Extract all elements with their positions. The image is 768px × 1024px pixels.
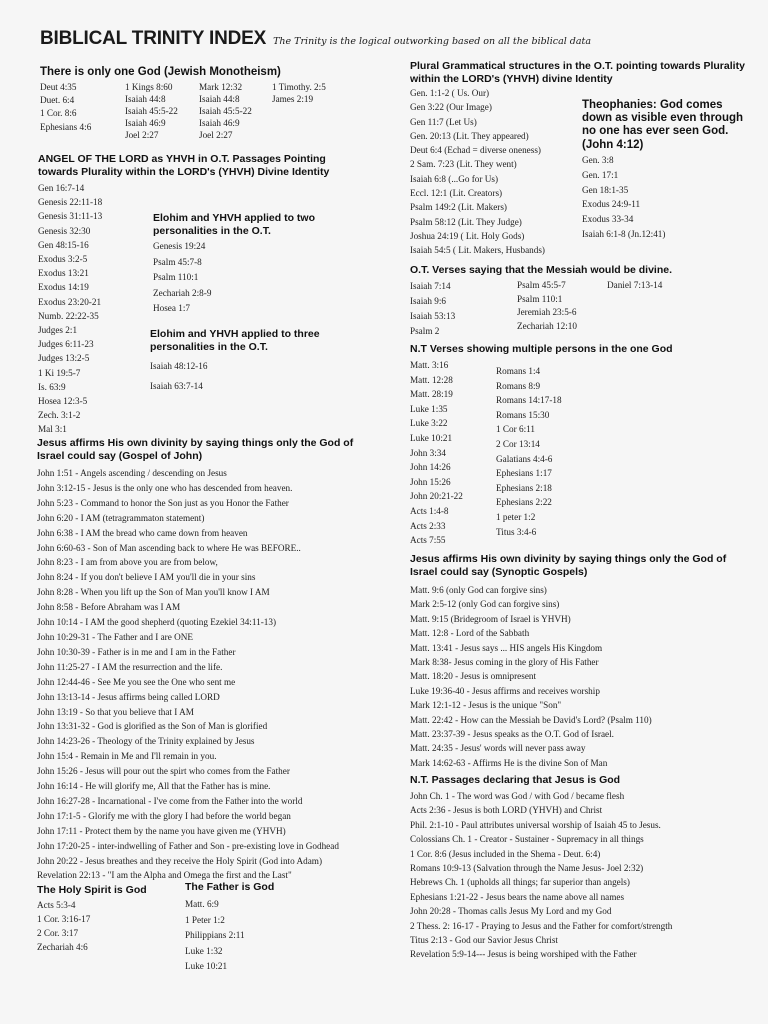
reference-item: Galatians 4:4-6 [496, 453, 553, 464]
father-list [185, 897, 245, 975]
elohim-two-heading: Elohim and YHVH applied to two personalities in the O.T. [153, 212, 315, 237]
reference-item: Acts 5:3-4 [37, 900, 76, 910]
reference-item: Zech. 3:1-2 [38, 410, 81, 421]
reference-item: John 17:20-25 - inter-indwelling of Father and Son - pre-existing love in Godhead [37, 840, 339, 851]
reference-item: Isaiah 53:13 [410, 311, 456, 321]
reference-item: Isaiah 46:9 [125, 118, 166, 128]
reference-item: Mark 12:32 [199, 82, 243, 92]
reference-item: 1 Cor. 8:6 [40, 108, 77, 119]
nt-passages-list [410, 789, 672, 962]
reference-item: Exodus 14:19 [38, 282, 89, 293]
nt-multiple-heading: N.T Verses showing multiple persons in the one God [410, 343, 673, 355]
reference-item: Gen. 20:13 (Lit. They appeared) [410, 130, 529, 141]
reference-item: Zechariah 2:8-9 [153, 287, 212, 298]
reference-item: Mal 3:1 [38, 424, 67, 435]
reference-item: Psalm 2 [410, 326, 440, 336]
reference-item: Exodus 13:21 [38, 268, 89, 279]
reference-item: John 16:14 - He will glorify me, All that the Father has is mine. [37, 781, 271, 792]
reference-item: Colossians Ch. 1 - Creator - Sustainer - Supremacy in all things [410, 834, 644, 845]
one-god-heading: There is only one God (Jewish Monotheism) [40, 66, 281, 78]
reference-item: Matt. 9:15 (Bridegroom of Israel is YHVH) [410, 613, 571, 624]
reference-item: Deut 4:35 [40, 82, 77, 92]
reference-item: John 14:26 [410, 462, 451, 473]
reference-item: Acts 1:4-8 [410, 505, 449, 516]
reference-item: Psalm 58:12 (Lit. They Judge) [410, 216, 522, 227]
theophanies-list [582, 153, 665, 242]
reference-item: Judges 13:2-5 [38, 353, 90, 364]
reference-item: Gen 48:15-16 [38, 239, 89, 250]
reference-item: 2 Thess. 2: 16-17 - Praying to Jesus and the Father for comfort/strength [410, 920, 673, 931]
reference-item: Romans 8:9 [496, 380, 541, 391]
reference-item: John 15:26 - Jesus will pour out the spirt who comes from the Father [37, 766, 290, 777]
reference-item: John 13:19 - So that you believe that I AM [37, 706, 194, 717]
reference-item: Matt. 24:35 - Jesus' words will never pass away [410, 743, 586, 754]
reference-item: Isaiah 46:9 [199, 118, 240, 128]
reference-item: 1 Cor. 8:6 (Jesus included in the Shema - Deut. 6:4) [410, 848, 601, 859]
reference-item: John Ch. 1 - The word was God / with God / became flesh [410, 791, 625, 801]
reference-item: Isaiah 6:8 (...Go for Us) [410, 173, 499, 184]
reference-item: Exodus 33-34 [582, 214, 634, 225]
reference-item: Gen 16:7-14 [38, 183, 85, 193]
reference-item: Eccl. 12:1 (Lit. Creators) [410, 188, 503, 199]
reference-item: Ephesians 1:17 [496, 468, 552, 479]
reference-item: Phil. 2:1-10 - Paul attributes universal worship of Isaiah 45 to Jesus. [410, 819, 661, 830]
reference-item: Jeremiah 23:5-6 [517, 307, 577, 318]
reference-item: John 15:26 [410, 476, 451, 487]
reference-item: Joel 2:27 [125, 130, 159, 140]
reference-item: Mark 2:5-12 (only God can forgive sins) [410, 599, 560, 610]
reference-item: Matt. 6:9 [185, 899, 219, 909]
reference-item: Matt. 23:37-39 - Jesus speaks as the O.T. God of Israel. [410, 729, 614, 740]
reference-item: Psalm 45:7-8 [153, 256, 202, 267]
reference-item: John 17:11 - Protect them by the name you have given me (YHVH) [37, 825, 286, 836]
reference-item: Romans 10:9-13 (Salvation through the Name Jesus- Joel 2:32) [410, 863, 644, 874]
reference-item: 1 Peter 1:2 [185, 914, 225, 925]
reference-item: John 16:27-28 - Incarnational - I've come from the Father into the world [37, 795, 303, 806]
messiah-list-1 [410, 279, 455, 339]
reference-item: Isaiah 44:8 [199, 94, 240, 104]
reference-item: Isaiah 45:5-22 [199, 106, 252, 116]
messiah-heading: O.T. Verses saying that the Messiah would be divine. [410, 264, 672, 276]
reference-item: John 6:20 - I AM (tetragrammaton statement) [37, 512, 205, 523]
reference-item: John 15:4 - Remain in Me and I'll remain in you. [37, 751, 217, 762]
reference-item: John 1:51 - Angels ascending / descending on Jesus [37, 468, 227, 478]
reference-item: Joshua 24:19 ( Lit. Holy Gods) [410, 230, 525, 241]
reference-item: Mark 8:38- Jesus coming in the glory of His Father [410, 657, 599, 668]
reference-item: Luke 1:35 [410, 403, 448, 414]
reference-item: Isaiah 63:7-14 [150, 381, 203, 391]
messiah-list-2 [517, 279, 577, 334]
elohim-three-list [150, 356, 207, 396]
reference-item: John 20:28 - Thomas calls Jesus My Lord and my God [410, 906, 612, 917]
reference-item: John 10:14 - I AM the good shepherd (quoting Ezekiel 34:11-13) [37, 617, 277, 628]
plural-list [410, 86, 545, 258]
reference-item: Exodus 24:9-11 [582, 199, 641, 210]
one-god-list-3 [199, 81, 252, 141]
reference-item: John 13:13-14 - Jesus affirms being called LORD [37, 691, 220, 702]
reference-item: Gen 3:22 (Our Image) [410, 102, 492, 113]
angel-list [38, 181, 102, 437]
reference-item: Revelation 5:9-14--- Jesus is being worshiped with the Father [410, 949, 637, 960]
reference-item: Hosea 1:7 [153, 303, 190, 313]
reference-item: Isaiah 6:1-8 (Jn.12:41) [582, 228, 666, 239]
reference-item: Luke 1:32 [185, 945, 223, 956]
reference-item: Judges 6:11-23 [38, 339, 94, 350]
reference-item: Psalm 110:1 [517, 293, 563, 304]
reference-item: Titus 2:13 - God our Savior Jesus Christ [410, 935, 558, 946]
reference-item: Genesis 22:11-18 [38, 197, 103, 208]
messiah-list-3 [607, 279, 662, 293]
one-god-list-1 [40, 81, 91, 134]
reference-item: Psalm 149:2 (Lit. Makers) [410, 202, 507, 213]
reference-item: Psalm 110:1 [153, 272, 199, 282]
reference-item: Hebrews Ch. 1 (upholds all things; far superior than angels) [410, 877, 630, 888]
reference-item: Isaiah 9:6 [410, 296, 446, 306]
page-title: BIBLICAL TRINITY INDEX [40, 28, 267, 49]
reference-item: John 8:28 - When you lift up the Son of Man you'll know I AM [37, 587, 270, 598]
reference-item: Isaiah 54:5 ( Lit. Makers, Husbands) [410, 245, 545, 256]
reference-item: Is. 63:9 [38, 381, 66, 392]
reference-item: John 8:58 - Before Abraham was I AM [37, 602, 181, 613]
reference-item: 1 Ki 19:5-7 [38, 367, 81, 378]
reference-item: John 17:1-5 - Glorify me with the glory I had before the world began [37, 810, 291, 821]
reference-item: Gen 18:1-35 [582, 184, 629, 195]
reference-item: Ephesians 2:22 [496, 497, 552, 508]
reference-item: Isaiah 44:8 [125, 94, 166, 104]
reference-item: John 8:24 - If you don't believe I AM you'll die in your sins [37, 572, 256, 583]
reference-item: Luke 10:21 [185, 961, 228, 971]
reference-item: Genesis 32:30 [38, 225, 91, 236]
one-god-list-2 [125, 81, 178, 141]
reference-item: John 3:12-15 - Jesus is the only one who has descended from heaven. [37, 482, 293, 493]
reference-item: Matt. 13:41 - Jesus says ... HIS angels His Kingdom [410, 642, 603, 653]
reference-item: John 10:30-39 - Father is in me and I am in the Father [37, 646, 236, 657]
reference-item: John 20:21-22 [410, 491, 463, 502]
reference-item: John 6:38 - I AM the bread who came down from heaven [37, 527, 248, 538]
plural-heading: Plural Grammatical structures in the O.T. pointing towards Plurality within the LORD's (YHVH) divine Identity [410, 60, 745, 85]
reference-item: Joel 2:27 [199, 130, 233, 140]
page-title-block [40, 28, 591, 50]
reference-item: Exodus 23:20-21 [38, 296, 102, 307]
reference-item: Acts 2:36 - Jesus is both LORD (YHVH) and Christ [410, 805, 603, 816]
nt-multiple-list-2 [496, 364, 562, 539]
reference-item: Zechariah 12:10 [517, 321, 577, 332]
reference-item: John 3:34 [410, 447, 446, 458]
angel-heading: ANGEL OF THE LORD as YHVH in O.T. Passages Pointing towards Plurality within the LORD's (YHVH) Divine Identity [38, 153, 330, 178]
nt-multiple-list-1 [410, 358, 463, 548]
reference-item: Genesis 19:24 [153, 241, 206, 251]
reference-item: Ephesians 1:21-22 - Jesus bears the name above all names [410, 891, 625, 902]
reference-item: Titus 3:4-6 [496, 526, 537, 537]
reference-item: John 8:23 - I am from above you are from below, [37, 557, 218, 568]
reference-item: John 10:29-31 - The Father and I are ONE [37, 631, 193, 642]
reference-item: Duet. 6:4 [40, 95, 75, 106]
theophanies-heading: Theophanies: God comes down as visible even through no one has ever seen God. (John 4:12) [582, 99, 744, 151]
page-subtitle: The Trinity is the logical outworking based on all the biblical data [273, 36, 592, 47]
reference-item: Gen 11:7 (Let Us) [410, 116, 477, 127]
reference-item: 1 peter 1:2 [496, 511, 536, 522]
reference-item: Psalm 45:5-7 [517, 280, 566, 290]
elohim-two-list [153, 239, 211, 317]
reference-item: Zechariah 4:6 [37, 942, 88, 952]
reference-item: Gen. 1:1-2 ( Us. Our) [410, 88, 490, 98]
reference-item: Exodus 3:2-5 [38, 254, 88, 265]
reference-item: Acts 2:33 [410, 520, 446, 531]
reference-item: Isaiah 7:14 [410, 281, 451, 291]
reference-item: Matt. 18:20 - Jesus is omnipresent [410, 671, 537, 682]
reference-item: Matt. 9:6 (only God can forgive sins) [410, 585, 547, 595]
reference-item: Matt. 12:8 - Lord of the Sabbath [410, 628, 530, 639]
reference-item: Matt. 22:42 - How can the Messiah be David's Lord? (Psalm 110) [410, 714, 652, 725]
reference-item: Hosea 12:3-5 [38, 396, 88, 407]
father-heading: The Father is God [185, 881, 275, 893]
reference-item: 2 Cor 13:14 [496, 438, 540, 449]
reference-item: Acts 7:55 [410, 535, 446, 546]
reference-item: 2 Cor. 3:17 [37, 928, 79, 938]
reference-item: Genesis 31:11-13 [38, 211, 103, 222]
reference-item: Ephesians 4:6 [40, 121, 92, 132]
synoptic-list [410, 583, 652, 770]
reference-item: Mark 14:62-63 - Affirms He is the divine Son of Man [410, 757, 608, 768]
reference-item: Luke 19:36-40 - Jesus affirms and receives worship [410, 685, 600, 696]
one-god-list-4 [272, 81, 326, 105]
reference-item: John 20:22 - Jesus breathes and they receive the Holy Spirit (God into Adam) [37, 855, 323, 866]
reference-item: Isaiah 45:5-22 [125, 106, 178, 116]
reference-item: 1 Kings 8:60 [125, 82, 173, 92]
reference-item: Judges 2:1 [38, 325, 78, 336]
holy-spirit-list [37, 898, 90, 954]
reference-item: Ephesians 2:18 [496, 482, 552, 493]
reference-item: Isaiah 48:12-16 [150, 361, 208, 371]
reference-item: 2 Sam. 7:23 (Lit. They went) [410, 159, 517, 170]
john-list [37, 466, 339, 883]
reference-item: Numb. 22:22-35 [38, 310, 99, 321]
reference-item: John 11:25-27 - I AM the resurrection and the life. [37, 661, 223, 672]
reference-item: 1 Timothy. 2:5 [272, 82, 326, 92]
reference-item: John 5:23 - Command to honor the Son just as you Honor the Father [37, 497, 289, 508]
reference-item: John 14:23-26 - Theology of the Trinity explained by Jesus [37, 736, 255, 747]
reference-item: James 2:19 [272, 94, 314, 104]
reference-item: Luke 3:22 [410, 418, 448, 429]
reference-item: Matt. 3:16 [410, 360, 449, 370]
reference-item: Mark 12:1-12 - Jesus is the unique "Son" [410, 700, 562, 711]
reference-item: 1 Cor. 3:16-17 [37, 914, 91, 924]
reference-item: Philippians 2:11 [185, 930, 245, 940]
reference-item: John 6:60-63 - Son of Man ascending back to where He was BEFORE.. [37, 542, 301, 553]
reference-item: 1 Cor 6:11 [496, 424, 535, 435]
reference-item: John 12:44-46 - See Me you see the One who sent me [37, 676, 236, 687]
reference-item: Daniel 7:13-14 [607, 280, 663, 290]
reference-item: Romans 15:30 [496, 409, 550, 420]
reference-item: Gen. 3:8 [582, 155, 614, 165]
john-heading: Jesus affirms His own divinity by saying things only the God of Israel could say (Gospel of John) [37, 437, 354, 462]
reference-item: John 13:31-32 - God is glorified as the Son of Man is glorified [37, 721, 268, 732]
reference-item: Revelation 22:13 - "I am the Alpha and Omega the first and the Last" [37, 870, 292, 881]
elohim-three-heading: Elohim and YHVH applied to three personalities in the O.T. [150, 328, 320, 353]
reference-item: Romans 1:4 [496, 366, 541, 376]
nt-passages-heading: N.T. Passages declaring that Jesus is God [410, 774, 621, 786]
reference-item: Luke 10:21 [410, 432, 453, 443]
reference-item: Deut 6:4 (Echad = diverse oneness) [410, 145, 541, 156]
reference-item: Matt. 28:19 [410, 389, 453, 400]
holy-spirit-heading: The Holy Spirit is God [37, 884, 147, 896]
reference-item: Matt. 12:28 [410, 374, 453, 385]
synoptic-heading: Jesus affirms His own divinity by saying things only the God of Israel could say (Synoptic Gospels) [410, 553, 727, 578]
reference-item: Gen. 17:1 [582, 169, 619, 180]
reference-item: Romans 14:17-18 [496, 395, 562, 406]
